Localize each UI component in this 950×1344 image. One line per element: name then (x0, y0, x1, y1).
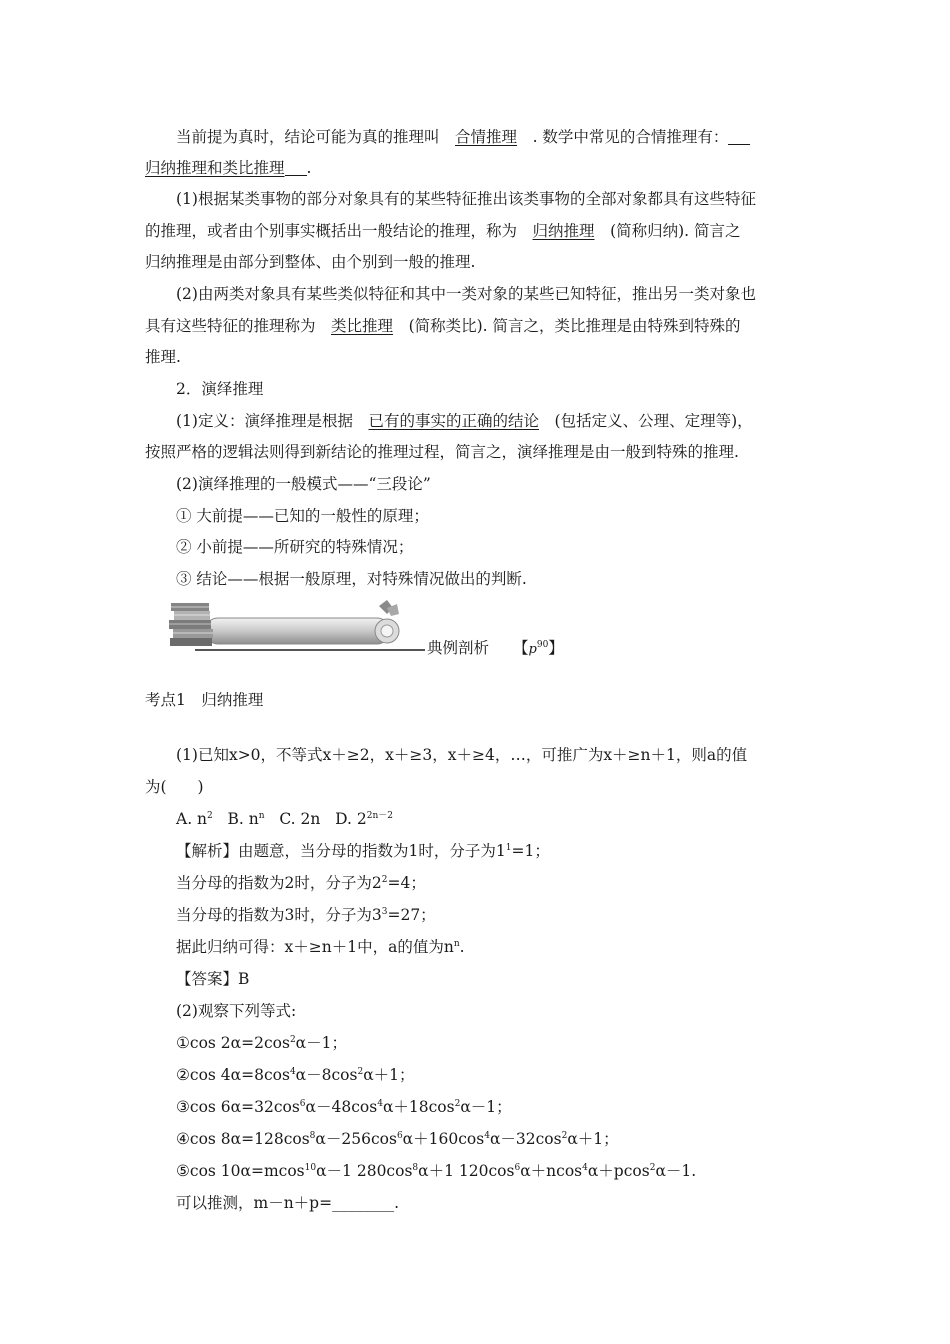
syllogism-major-premise: ① 大前提——已知的一般性的原理； (176, 507, 429, 525)
q1-analysis-line3: 当分母的指数为3时，分子为$3^3=27$； (176, 906, 436, 924)
q2-equation-4: ④cos $8\alpha=128\cos^8\alpha-256\cos^6\alpha+160\cos^4\alpha-32\cos^2\alpha+1$； (176, 1130, 619, 1148)
para-plausible-reasoning-line2: 归纳推理和类比推理 . (145, 159, 312, 177)
q1-stem-line1: (1)已知x>0，不等式x＋≥2，x＋≥3，x＋≥4，…，可推广为x＋≥n＋1，则a的值 (176, 746, 748, 764)
option-c: C. 2n (279, 810, 321, 828)
q1-answer: 【答案】B (176, 970, 250, 988)
syllogism-minor-premise: ② 小前提——所研究的特殊情况； (176, 538, 414, 556)
q2-equation-5: ⑤cos 10α=mcos$^{10}$α－1 $280\cos^8\alpha+1$ $120\cos^6\alpha+ncos^4\alpha+pcos^2\alpha-1$. (176, 1162, 697, 1180)
induction-line3: 归纳推理是由部分到整体、由个别到一般的推理. (145, 253, 476, 271)
deduction-heading: 2．演绎推理 (176, 380, 264, 398)
fill-plausible-reasoning: 合情推理 (455, 128, 518, 146)
fill-induction-and-analogy: 归纳推理和类比推理 (145, 159, 285, 177)
analogy-line3: 推理. (145, 348, 181, 366)
q2-equation-1: ①cos $2\alpha=2\cos^2\alpha-1$； (176, 1034, 348, 1052)
q2-equation-2: ②cos $4\alpha=8\cos^4\alpha-8\cos^2\alpha+1$； (176, 1066, 415, 1084)
q2-guess: 可以推测，m－n＋p=________. (176, 1194, 400, 1212)
fill-analogy: 类比推理 (331, 317, 394, 335)
deduction-definition-line2: 按照严格的逻辑法则得到新结论的推理过程，简言之，演绎推理是由一般到特殊的推理. (145, 443, 739, 461)
analogy-line2: 具有这些特征的推理称为 类比推理 (简称类比). 简言之，类比推理是由特殊到特殊的 (145, 317, 741, 335)
syllogism-conclusion: ③ 结论——根据一般原理，对特殊情况做出的判断. (176, 570, 527, 588)
deduction-mode: (2)演绎推理的一般模式——“三段论” (176, 475, 431, 493)
q1-analysis-line2: 当分母的指数为2时，分子为$2^2=4$； (176, 874, 426, 892)
option-d: D. $2^{2n-2}$ (335, 810, 393, 828)
section-banner (165, 598, 585, 658)
q1-options (176, 808, 810, 830)
section-title: 考点1 归纳推理 (145, 691, 264, 709)
induction-line2: 的推理，或者由个别事实概括出一般结论的推理，称为 归纳推理 (简称归纳). 简言之 (145, 222, 741, 240)
induction-line1: (1)根据某类事物的部分对象具有的某些特征推出该类事物的全部对象都具有这些特征 (176, 190, 756, 208)
q1-analysis-line4: 据此归纳可得：x＋≥n＋1中，a的值为$n^n$. (176, 938, 465, 956)
option-b: B. $n^n$ (227, 810, 265, 828)
fill-induction: 归纳推理 (532, 222, 595, 240)
option-a: A. $n^2$ (176, 810, 213, 828)
q1-analysis-line1: 【解析】由题意，当分母的指数为1时，分子为$1^1=1$； (176, 842, 550, 860)
q1-stem-line2: 为( ) (145, 778, 204, 796)
q2-intro: (2)观察下列等式: (176, 1002, 297, 1020)
para-plausible-reasoning-line1: 当前提为真时，结论可能为真的推理叫 合情推理 . 数学中常见的合情推理有： (176, 126, 810, 148)
banner-title: 典例剖析 (427, 639, 490, 657)
underline-blank (285, 160, 307, 176)
page-reference: 【$p^{90}$】 (513, 639, 564, 657)
deduction-definition-line1: (1)定义：演绎推理是根据 已有的事实的正确的结论 (包括定义、公理、定理等)， (176, 412, 753, 430)
q2-equation-3: ③cos $6\alpha=32\cos^6\alpha-48\cos^4\alpha+18\cos^2\alpha-1$； (176, 1098, 512, 1116)
analogy-line1: (2)由两类对象具有某些类似特征和其中一类对象的某些已知特征，推出另一类对象也 (176, 285, 756, 303)
underline-blank (728, 129, 750, 145)
fill-deduction-basis: 已有的事实的正确的结论 (368, 412, 539, 430)
